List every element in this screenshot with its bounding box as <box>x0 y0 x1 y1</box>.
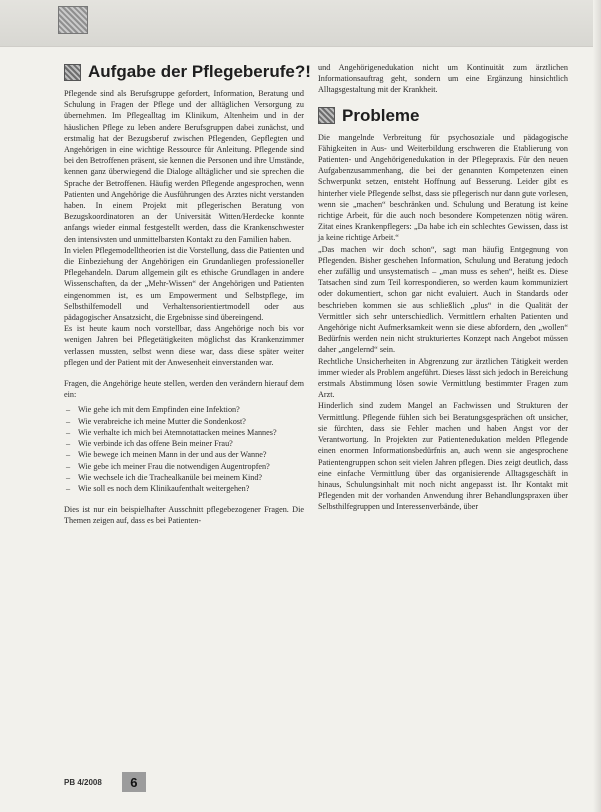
section-marker-icon <box>318 107 335 124</box>
page-header-band <box>0 0 601 47</box>
paragraph: Pflegende sind als Berufsgruppe gefordert, Information, Beratung und Schulung in Fragen der Pflege und der alltäglichen Versorgung zu übernehmen. Im Pflegealltag im Klinikum, Altenheim und in der häuslichen Pflege zu leben andere Berufsgruppen dabei zunächst, und erstmalig hat der Bezugsberuf zwischen Pflegenden, Gepflegten und Angehörigen in eine wichtige Ressource für Anleitung. Pflegende sind bei den Betroffenen präsent, sie kennen die Personen und ihre Umstände, kennen ganz überwiegend die Dialoge alltäglicher und sie sprechen die Sprache der Betroffenen. Häufig werden Pflegende angesprochen, wenn Patienten und Angehörige die Ausführungen des Arztes nicht verstanden haben. In einem Projekt mit pflegerischen Beratung von Bezugskoordinatoren an der Universität Witten/Herdecke konnte anfangs wieder einmal festgestellt werden, dass die Krankenschwester den intensivsten und unmittelbarsten Kontakt zu den Familien haben. <box>64 89 304 244</box>
left-column <box>64 62 311 527</box>
paragraph: Rechtliche Unsicherheiten in Abgrenzung zur ärztlichen Tätigkeit werden immer wieder als Problem angeführt. Dieses lässt sich jedoch in Bereichung erstmals Abstimmung lösen sowie Vermittlung bestimmter Fragen zum Arzt. <box>318 356 568 400</box>
section-marker-icon <box>64 64 81 81</box>
paragraph: und Angehörigenedukation nicht um Kontinuität zum ärztlichen Informationsauftrag geht, sondern um eine Ergänzung hinsichtlich Alltagsgestaltung mit der Krankheit. <box>318 63 568 95</box>
question-list <box>64 404 304 494</box>
paragraph: Dies ist nur ein beispielhafter Ausschnitt pflegebezogener Fragen. Die Themen zeigen auf, dass es bei Patienten- <box>64 505 304 526</box>
list-item: – Wie verbinde ich das offene Bein meiner Frau? <box>64 438 304 449</box>
magazine-logo-icon <box>58 6 88 34</box>
section-heading-probleme <box>318 106 568 126</box>
page-edge-shadow <box>593 0 601 812</box>
list-item: – Wie wechsele ich die Trachealkanüle bei meinem Kind? <box>64 472 304 483</box>
list-item: – Wie gebe ich meiner Frau die notwendigen Augentropfen? <box>64 461 304 472</box>
section-heading-aufgabe <box>64 62 311 82</box>
paragraph: „Das machen wir doch schon“, sagt man häufig Entgegnung von Pflegenden. Bisher geschehen Information, Schulung und Beratung jedoch eher zufällig und unsystematisch – „man muss es sehen“, heißt es. Diese Tatsachen sind zum Teil korrespondieren, so werden kaum kommuniziert oder dokumentiert, schon gar nicht evaluiert. Auch in Standards oder beschrieben kommen sie aus schließlich „plus“ in die Qualität der Vermittler sich sehr unterschiedlich. Vermittlern erhalten Patienten und Angehörige nicht Aufmerksamkeit wenn sie diese abfordern, den „wollen“ Bedürfnis werden nein nicht strukturiertes Konzept nach Angebot müssen daher „angelernd“ sein. <box>318 244 568 355</box>
list-item: – Wie bewege ich meinen Mann in der und aus der Wanne? <box>64 449 304 460</box>
page-footer <box>64 772 146 792</box>
right-column <box>318 62 568 513</box>
list-item: – Wie soll es noch dem Klinikaufenthalt weitergehen? <box>64 483 304 494</box>
paragraph: Fragen, die Angehörige heute stellen, werden den verändern hierauf dem ein: <box>64 379 304 400</box>
list-item: – Wie gehe ich mit dem Empfinden eine Infektion? <box>64 404 304 415</box>
section-heading-text: Aufgabe der Pflegeberufe?! <box>88 62 311 81</box>
paragraph: Hinderlich sind zudem Mangel an Fachwissen und Strukturen der Vermittlung. Pflegende fühlen sich bei Beratungsgesprächen oft unsicher, sie fürchten, dass sie Fehler machen und haben Angst vor der Verantwortung. In Projekten zur Patientenedukation melden Pflegende einen enormen Informationsbedürfnis an, auch wenn sie angesprochene Patientengruppen schon seit vielen Jahren pflegen. Dies zeigt deutlich, dass eine einfache Vermittlung über das organisierende Alltagsgeschäft in hinaus, Schulungsinhalt mit noch nicht angepasst ist. Ihr Kontakt mit Pflegenden mit der vorhanden Anwendung ihrer Behandlungspraxen über Selbsthilfegruppen und Interessenverbände, über <box>318 401 568 512</box>
issue-label: PB 4/2008 <box>64 777 102 787</box>
list-item: – Wie verabreiche ich meine Mutter die Sondenkost? <box>64 416 304 427</box>
page-number: 6 <box>122 772 146 792</box>
paragraph: In vielen Pflegemodelltheorien ist die Vorstellung, dass die Patienten und die Einbeziehung der Angehörigen ein Grundanliegen professioneller Pflegehandeln. Darum allgemein gilt es ethische Grundlagen in andere Wissenschaften, da der „Mehr-Wissen“ der Angehörigen und Patienten eingenommen ist, es um Empowerment und Selbstpflege, im Selbsthilfemodell und Verhaltensorientiertmodell oder aus pädagogischer Ansatzsicht, die Ergebnisse sind übereingend. <box>64 245 304 323</box>
list-item: – Wie verhalte ich mich bei Atemnotattacken meines Mannes? <box>64 427 304 438</box>
paragraph: Es ist heute kaum noch vorstellbar, dass Angehörige noch bis vor wenigen Jahren bei Pflegetätigkeiten möglichst das Krankenzimmer verlassen mussten, selbst wenn diese war, dass diese später weiter pflegen und der Patient mit der Anwesenheit einverstanden war. <box>64 324 304 367</box>
paragraph: Die mangelnde Verbreitung für psychosoziale und pädagogische Fähigkeiten in Aus- und Weiterbildung erschweren die Etablierung von Patienten- und Angehörigenedukation in der Pflegepraxis. Für den neuen Aufgabenzusammenhang, die bei der genannten Kompetenzen einen Schwerpunkt setzen, entsteht Hoffnung auf Besserung. Leider gibt es hinterher viele Pflegende selbst, dass sie pflegerisch nur dann gute vorlesen, wenn sie „machen“ beschränken und. Schulung und Beratung ist keine richtige Arbeit, für die auch noch besondere Kompetenzen nötig wären. Zitat eines Krankenpflegers: „Da habe ich ein schlechtes Gewissen, dass ist ja keine richtige Arbeit.“ <box>318 132 568 243</box>
section-heading-text: Probleme <box>342 105 420 125</box>
